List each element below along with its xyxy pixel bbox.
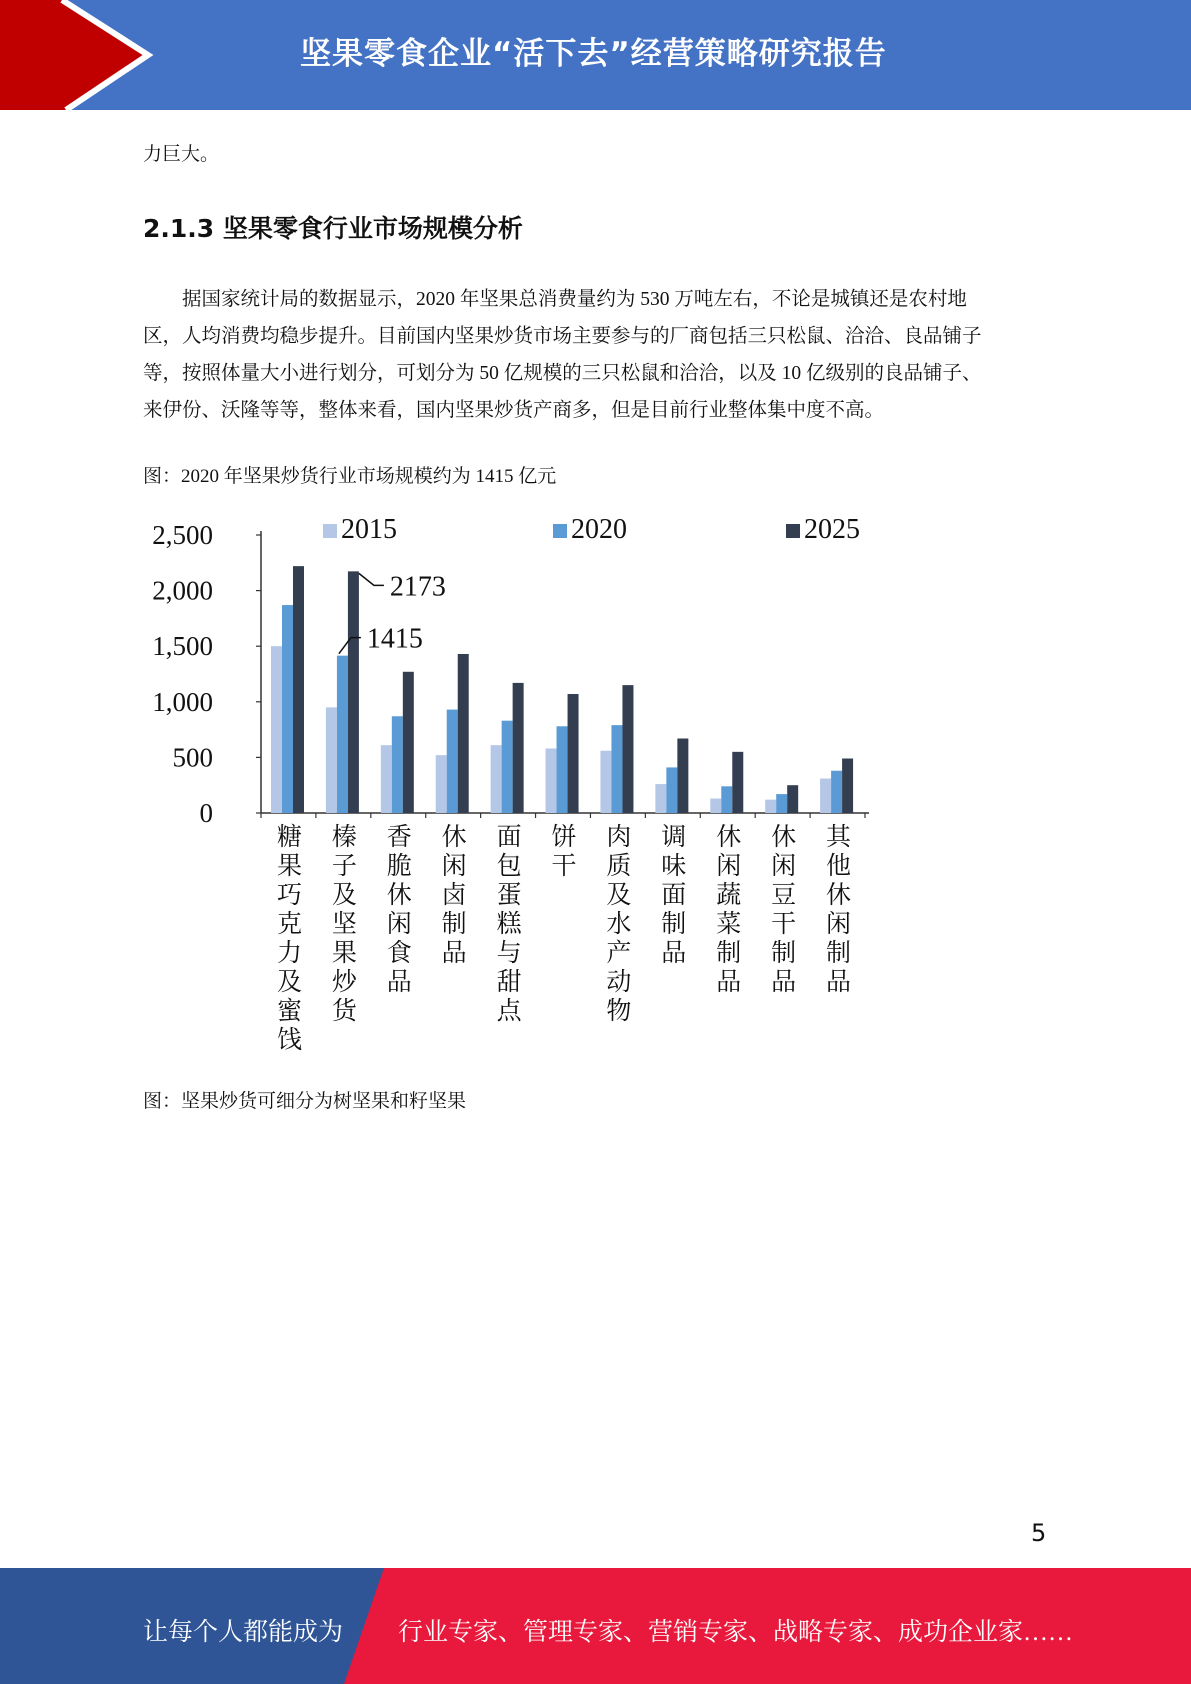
x-category-label: 休闲蔬菜制品	[716, 822, 742, 996]
bar-2020	[666, 767, 677, 813]
bar-2025	[458, 654, 469, 813]
footer-slogan-right: 行业专家、管理专家、营销专家、战略专家、成功企业家……	[398, 1619, 1074, 1646]
bar-2025	[787, 785, 798, 813]
bar-2025	[348, 571, 359, 813]
body-paragraph	[143, 281, 1063, 429]
paragraph-line: 来伊份、沃隆等等，整体来看，国内坚果炒货产商多，但是目前行业整体集中度不高。	[143, 400, 885, 421]
bar-2020	[831, 771, 842, 813]
market-size-bar-chart	[143, 508, 883, 1068]
header-banner	[0, 0, 1191, 110]
bar-2015	[820, 779, 831, 813]
y-tick-label: 500	[172, 742, 213, 773]
x-category-label: 调味面制品	[661, 822, 687, 967]
legend-label-2025: 2025	[804, 514, 860, 545]
bar-2015	[491, 745, 502, 813]
x-category-label: 其他休闲制品	[826, 822, 852, 996]
bar-2015	[436, 755, 447, 813]
paragraph-line: 等，按照体量大小进行划分，可划分为 50 亿规模的三只松鼠和洽洽，以及 10 亿级别的良品铺子、	[143, 363, 982, 384]
bar-2015	[271, 646, 282, 813]
bar-2015	[381, 745, 392, 813]
y-tick-label: 0	[199, 798, 213, 828]
x-category-label: 饼干	[551, 822, 577, 880]
bar-2025	[568, 694, 579, 813]
bar-2020	[392, 716, 403, 813]
continuation-text: 力巨大。	[143, 144, 220, 165]
x-category-label: 糖果巧克力及蜜饯	[276, 822, 302, 1054]
bar-2015	[600, 751, 611, 813]
y-tick-label: 1,500	[152, 631, 213, 662]
footer-banner	[0, 1568, 1191, 1684]
bar-2020	[721, 786, 732, 813]
bar-2025	[732, 752, 743, 813]
bar-2025	[622, 685, 633, 813]
report-title: 坚果零食企业“活下去”经营策略研究报告	[300, 36, 887, 72]
bar-2020	[776, 794, 787, 813]
bar-2020	[557, 726, 568, 813]
y-tick-label: 2,000	[152, 575, 213, 606]
bar-2025	[677, 738, 688, 813]
section-heading: 2.1.3 坚果零食行业市场规模分析	[143, 214, 523, 243]
x-category-label: 面包蛋糕与甜点	[496, 822, 522, 1025]
legend-label-2020: 2020	[571, 514, 627, 545]
bar-2025	[403, 672, 414, 813]
next-figure-caption: 图：坚果炒货可细分为树坚果和籽坚果	[143, 1091, 467, 1112]
bar-2020	[447, 710, 458, 813]
legend-swatch-2020	[553, 524, 567, 538]
bar-2015	[655, 784, 666, 813]
bar-2015	[546, 749, 557, 813]
legend-label-2015: 2015	[341, 514, 397, 545]
bar-2015	[710, 799, 721, 813]
paragraph-line: 据国家统计局的数据显示，2020 年坚果总消费量约为 530 万吨左右，不论是城镇还是农村地	[143, 289, 967, 310]
y-tick-label: 1,000	[152, 686, 213, 717]
bar-2015	[765, 800, 776, 813]
bar-2015	[326, 707, 337, 813]
page-number: 5	[1031, 1519, 1047, 1547]
x-category-label: 榛子及坚果炒货	[331, 822, 357, 1025]
paragraph-line: 区，人均消费均稳步提升。目前国内坚果炒货市场主要参与的厂商包括三只松鼠、洽洽、良品铺子	[143, 326, 982, 347]
bar-2025	[842, 759, 853, 813]
bar-2025	[293, 566, 304, 813]
x-category-label: 香脆休闲食品	[386, 822, 412, 996]
legend-swatch-2025	[786, 524, 800, 538]
footer-slogan-left: 让每个人都能成为	[143, 1619, 344, 1646]
bar-2025	[513, 683, 524, 813]
y-tick-label: 2,500	[152, 520, 213, 550]
annotation-label: 1415	[366, 623, 423, 655]
x-category-label: 肉质及水产动物	[606, 822, 632, 1025]
legend-swatch-2015	[323, 524, 337, 538]
bar-2020	[611, 725, 622, 813]
x-category-label: 休闲豆干制品	[771, 822, 797, 996]
bar-2020	[282, 605, 293, 813]
chart-caption: 图：2020 年坚果炒货行业市场规模约为 1415 亿元	[143, 466, 557, 487]
bar-2020	[502, 721, 513, 813]
x-category-label: 休闲卤制品	[441, 822, 467, 967]
annotation-label: 2173	[389, 571, 446, 603]
annotation-leader-line	[359, 573, 384, 585]
bar-2020	[337, 656, 348, 813]
